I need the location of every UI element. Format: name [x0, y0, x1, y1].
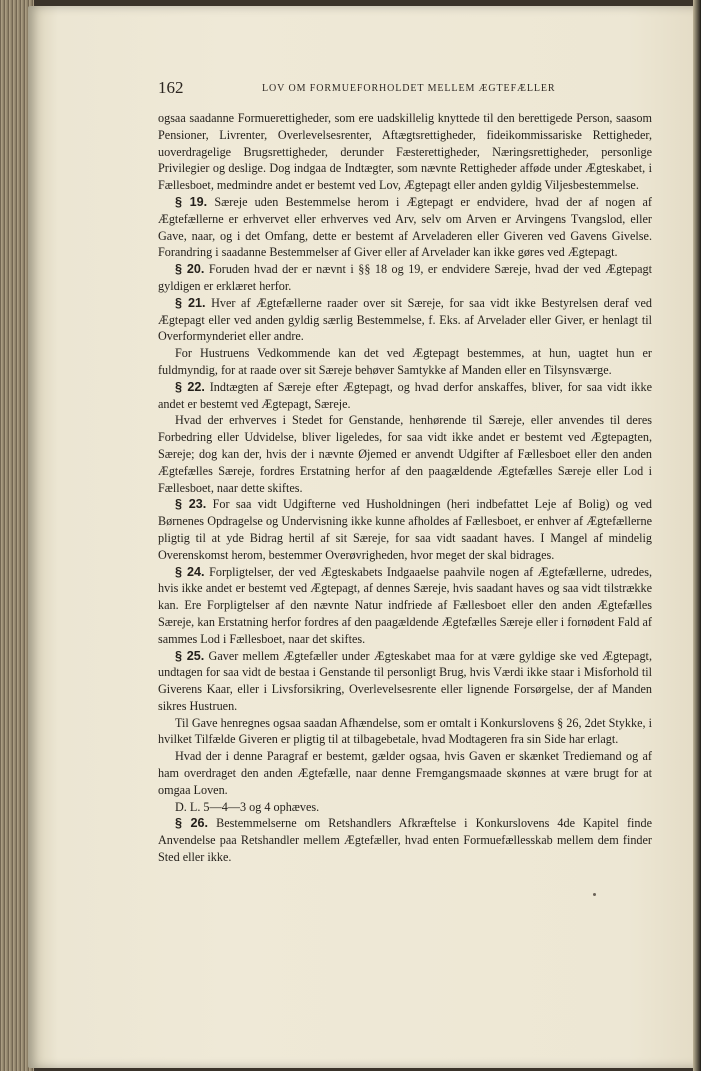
section-19	[158, 194, 652, 261]
paragraph-text: Bestemmelserne om Retshandlers Afkræftelse i Konkurslovens 4de Kapitel finde Anvendelse paa Retshandler mellem Ægtefæller, hvad enten Formuefællesskab mellem dem finder Sted eller ikke.	[158, 816, 653, 865]
section-number: § 26.	[175, 816, 209, 831]
paragraph	[158, 412, 652, 496]
section-number: § 21.	[175, 295, 206, 310]
section-26	[158, 815, 652, 865]
paragraph-text: Hver af Ægtefællerne raader over sit Særeje, for saa vidt ikke Bestyrelsen deraf ved Ægtepagt eller ved anden gyldig særlig Bestemmelse, f. Eks. af Arvelader eller Giver, er henlagt til Overformynderiet eller andre.	[158, 295, 652, 344]
paragraph-text: Hvad der i denne Paragraf er bestemt, gælder ogsaa, hvis Gaven er skænket Trediemand og af ham overdraget den anden Ægtefælle, naar denne Fremgangsmaade skønnes at være brugt for at omgaa Loven.	[158, 749, 652, 797]
paragraph-text: Forpligtelser, der ved Ægteskabets Indgaaelse paahvile nogen af Ægtefællerne, udredes, hvis ikke andet er bestemt ved Ægtepagt, af dennes Særeje, hvis saadant haves og saa vidt tilstrække kan. Ere Forpligtelser af den nævnte Natur indfriede af Fællesboet eller den anden Ægtefælles Særeje, kan Erstatning herfor fordres af den paagældende Ægtefælles Særeje eller i fornødent Fald af sammes Lod i Fællesboet, naar det skiftes.	[158, 564, 653, 646]
paragraph-text: For Hustruens Vedkommende kan det ved Ægtepagt bestemmes, at hun, uagtet hun er fuldmyndig, for at raade over sit Særeje behøver Samtykke af Manden eller en Tilsynsværge.	[158, 346, 652, 377]
section-number: § 19.	[175, 194, 208, 209]
section-number: § 24.	[175, 564, 205, 579]
running-head: LOV OM FORMUEFORHOLDET MELLEM ÆGTEFÆLLER	[262, 83, 556, 94]
section-20	[158, 261, 652, 295]
paragraph	[158, 799, 652, 816]
section-number: § 22.	[175, 379, 205, 394]
section-23	[158, 496, 652, 563]
paragraph	[158, 715, 652, 749]
paragraph-text: D. L. 5—4—3 og 4 ophæves.	[175, 799, 320, 814]
paragraph	[158, 748, 652, 798]
section-24	[158, 564, 652, 648]
ink-speck	[593, 893, 596, 896]
body-text	[158, 110, 652, 866]
section-22	[158, 379, 652, 413]
paragraph	[158, 110, 652, 194]
paragraph-text: Særeje uden Bestemmelse herom i Ægtepagt er endvidere, hvad der af nogen af Ægtefællerne er erhvervet eller erhverves ved Arv, selv om Arven er Arvingens Tvangslod, eller Gave, naar, og i det Omfang, dette er bestemt af Arveladeren eller Giveren ved Gavens Givelse. Forandring i saadanne Bestemmelser af Giver eller af Arvelader kan ikke gøres ved Ægtepagt.	[158, 194, 652, 260]
page-edge-shadow	[693, 0, 701, 1071]
section-number: § 23.	[175, 497, 207, 512]
paragraph	[158, 345, 652, 379]
section-number: § 25.	[175, 648, 205, 663]
paragraph-text: Til Gave henregnes ogsaa saadan Afhændelse, som er omtalt i Konkurslovens § 26, 2det Stykke, i hvilket Tilfælde Giveren er pligtig til at tilbagebetale, hvad Modtageren fra sin Side har erlagt.	[158, 715, 652, 747]
paragraph-text: Hvad der erhverves i Stedet for Genstande, henhørende til Særeje, eller anvendes til deres Forbedring eller Udvidelse, bliver ligeledes, for saa vidt ikke andet er bestemt ved Ægtepagten, Særeje; dog kan der, hvis der i nævnte Øjemed er anvendt Udgifter af Fællesboet eller den anden Ægtefælles Særeje, fordres Erstatning herfor af den paagældende Ægtefælles Særeje eller Lod i Fællesboet, naar dette skiftes.	[158, 413, 652, 495]
paragraph-text: Indtægten af Særeje efter Ægtepagt, og hvad derfor anskaffes, bliver, for saa vidt ikke andet er bestemt ved Ægtepagt, Særeje.	[158, 379, 652, 411]
paragraph-text: ogsaa saadanne Formuerettigheder, som ere uadskillelig knyttede til den berettigede Person, saasom Pensioner, Livrenter, Overlevelsesrenter, Aftægtsrettigheder, fideikommissariske Rettigheder, uoverdragelige Brugsrettigheder, derunder Fæsterettigheder, Næringsrettigheder, personlige Privilegier og deslige. Dog indgaa de Indtægter, som nævnte Rettigheder afføde under Ægteskabet, i Fællesboet, medmindre andet er bestemt ved Lov, Ægtepagt eller anden gyldig Viljesbestemmelse.	[158, 111, 652, 193]
section-number: § 20.	[175, 262, 205, 277]
section-21	[158, 295, 652, 345]
paragraph-text: For saa vidt Udgifterne ved Husholdningen (heri indbefattet Leje af Bolig) og ved Børnenes Opdragelse og Undervisning ikke kunne afholdes af Fællesboet, er enhver af Ægtefællerne pligtig til at yde Bidrag hertil af sit Særeje, for saa vidt saadant haves. I Mangel af mindelig Overenskomst herom, bestemmer Overøvrigheden, hvor meget der skal bidrages.	[158, 497, 653, 562]
paragraph-text: Foruden hvad der er nævnt i §§ 18 og 19, er endvidere Særeje, hvad der ved Ægtepagt gyldigen er erklæret herfor.	[158, 262, 652, 293]
paragraph-text: Gaver mellem Ægtefæller under Ægteskabet maa for at være gyldige ske ved Ægtepagt, undtagen for saa vidt de bestaa i Genstande til personligt Brug, hvis Værdi ikke staar i Misforhold til Giverens Kaar, eller i Livsforsikring, Overlevelsesrente eller lignende Forsørgelse, der af Manden sikres Hustruen.	[158, 648, 652, 713]
page-number: 162	[158, 78, 184, 97]
section-25	[158, 648, 652, 715]
page-header	[158, 78, 654, 100]
